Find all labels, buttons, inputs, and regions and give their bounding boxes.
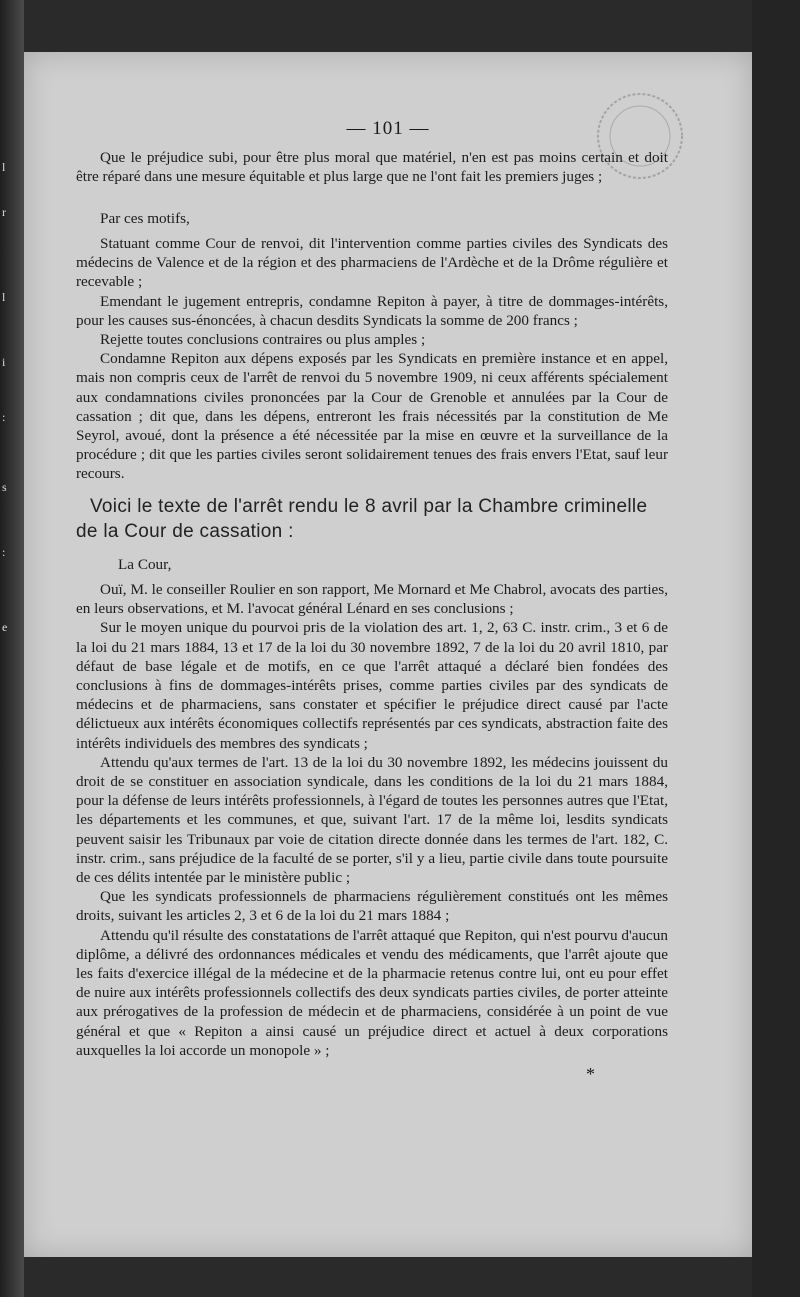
- asterisk-mark: *: [586, 1064, 595, 1084]
- paragraph: Attendu qu'il résulte des constatations de l'arrêt attaqué que Repiton, qui n'est pourvu d'aucun diplôme, a délivré des ordonnances médicales et vendu des médicaments, que l'arrêt ajoute que les faits d'exercice illégal de la médecine et de la pharmacie retenus contre lui, ont eu pour effet de nuire aux intérêts professionnels collectifs des deux syndicats parties civiles, de porter atteinte aux prérogatives de la profession de médecin et de pharmaciens, considérée à un point de vue général et que « Repiton a ainsi causé un préjudice direct et actuel à deux corporations auxquelles la loi accorde un monopole » ;: [76, 926, 668, 1059]
- la-cour-label: La Cour,: [118, 556, 172, 573]
- document-page: [24, 52, 752, 1257]
- section-heading: Voici le texte de l'arrêt rendu le 8 avril par la Chambre criminelle de la Cour de cassation :: [76, 496, 648, 542]
- arret-section: [76, 580, 668, 1060]
- paragraph: Condamne Repiton aux dépens exposés par les Syndicats en première instance et en appel, mais non compris ceux de l'arrêt de renvoi du 5 novembre 1909, ni ceux afférents spécialement aux condamnations civiles prononcées par la Cour de Grenoble et annulées par la Cour de cassation ; dit que, dans les dépens, entreront les frais nécessités par la constitution de Me Seyrol, avoué, dont la présence a été nécessitée par la mise en œuvre et la surveillance de la procédure ; dit que les parties civiles seront solidairement tenues des frais envers l'Etat, sauf leur recours.: [76, 350, 668, 483]
- adjacent-page-edge: l r l i : s : e: [0, 0, 24, 1297]
- motifs-heading: Par ces motifs,: [100, 210, 190, 227]
- paragraph: Ouï, M. le conseiller Roulier en son rapport, Me Mornard et Me Chabrol, avocats des parties, en leurs observations, et M. l'avocat général Lénard en ses conclusions ;: [76, 581, 668, 618]
- scan-border: [752, 0, 800, 1297]
- decision-section: [76, 234, 668, 484]
- paragraph: Emendant le jugement entrepris, condamne Repiton à payer, à titre de dommages-intérêts, pour les causes sus-énoncées, à chacun desdits Syndicats la somme de 200 francs ;: [76, 292, 668, 329]
- paragraph: Attendu qu'aux termes de l'art. 13 de la loi du 30 novembre 1892, les médecins jouissent du droit de se constituer en association syndicale, dans les conditions de la loi du 21 mars 1884, pour la défense de leurs intérêts professionnels, à l'égard de toutes les personnes autres que l'Etat, les départements et les communes, et que, suivant l'art. 17 de la même loi, lesdits syndicats peuvent saisir les Tribunaux par voie de citation directe donnée dans les termes de l'art. 182, C. instr. crim., sans préjudice de la faculté de se porter, s'il y a lieu, partie civile dans toute poursuite de ces délits intentée par le ministère public ;: [76, 753, 668, 887]
- paragraph: Que les syndicats professionnels de pharmaciens régulièrement constitués ont les mêmes droits, suivant les articles 2, 3 et 6 de la loi du 21 mars 1884 ;: [76, 888, 668, 925]
- page-number: — 101 —: [346, 118, 430, 139]
- paragraph: Sur le moyen unique du pourvoi pris de la violation des art. 1, 2, 63 C. instr. crim., 3 et 6 de la loi du 21 mars 1884, 13 et 17 de la loi du 30 novembre 1892, 7 de la loi du 20 avril 1810, par défaut de base légale et de motifs, en ce que l'arrêt attaqué a déclaré bien fondées des conclusions à fins de dommages-intérêts prises, comme parties civiles par des syndicats de médecins et de pharmaciens, sans constater et spécifier le préjudice direct causé par l'acte délictueux aux intérêts économiques collectifs représentés par ces syndicats, abstraction faite des intérêts individuels des membres des syndicats ;: [76, 619, 668, 752]
- paragraph: Rejette toutes conclusions contraires ou plus amples ;: [100, 331, 426, 349]
- paragraph: Que le préjudice subi, pour être plus moral que matériel, n'en est pas moins certain et doit être réparé dans une mesure équitable et plus large que ne l'ont fait les premiers juges ;: [76, 149, 668, 186]
- paragraph: Statuant comme Cour de renvoi, dit l'intervention comme parties civiles des Syndicats des médecins de Valence et de la région et des pharmaciens de l'Ardèche et de la Drôme régulière et recevable ;: [76, 235, 668, 291]
- opening-paragraph: [76, 148, 668, 186]
